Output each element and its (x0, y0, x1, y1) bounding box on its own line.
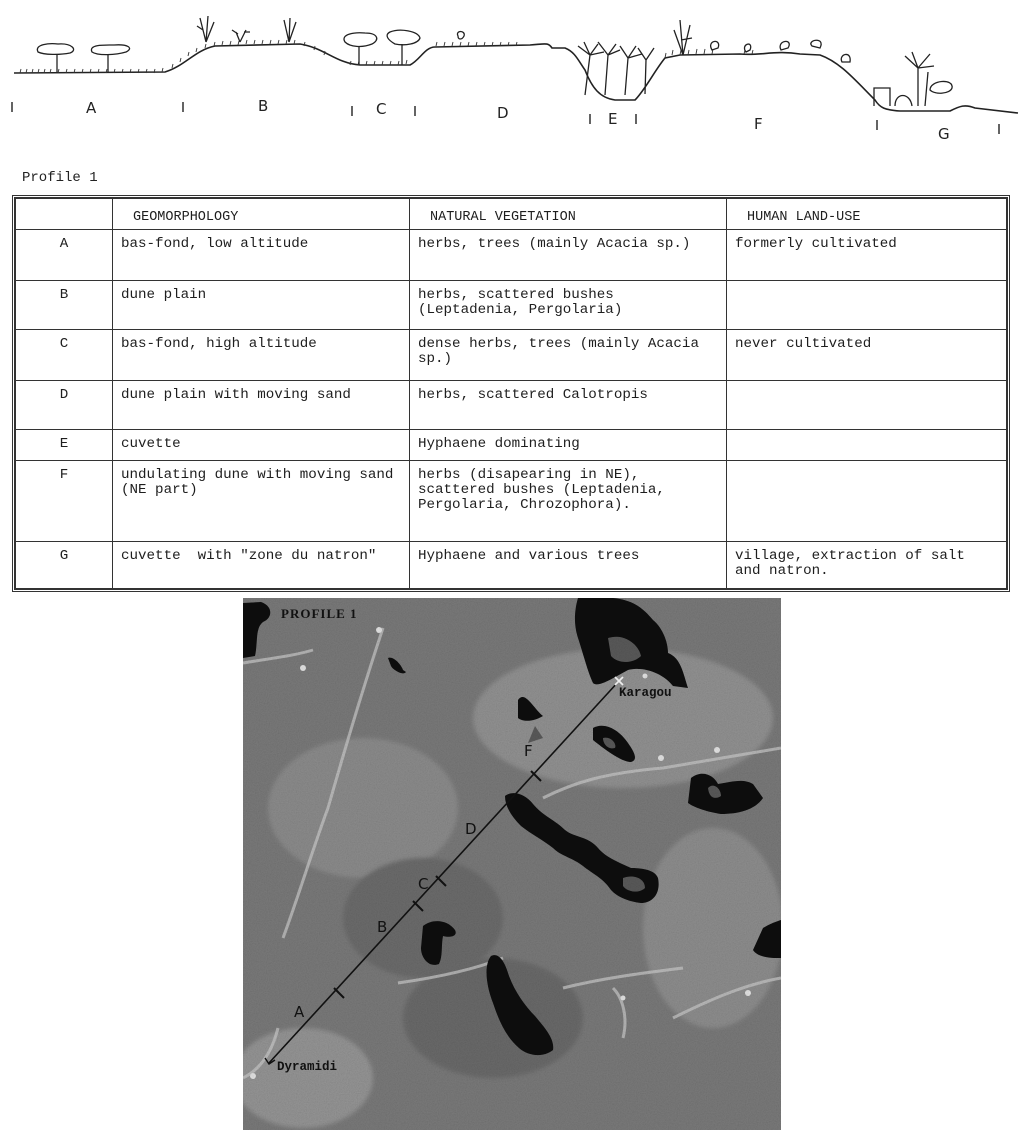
sketch-label-a: A (86, 99, 97, 117)
cell-geomorphology: cuvette (113, 430, 410, 461)
sketch-label-g: G (938, 125, 950, 143)
table-row (16, 430, 1007, 461)
header-geomorphology: GEOMORPHOLOGY (113, 199, 410, 230)
cell-vegetation: herbs, scattered Calotropis (410, 381, 727, 430)
cell-land-use (727, 281, 1007, 330)
sketch-label-e: E (608, 110, 618, 128)
cell-land-use: formerly cultivated (727, 230, 1007, 281)
header-vegetation: NATURAL VEGETATION (410, 199, 727, 230)
table-row (16, 542, 1007, 589)
map-segment-label-f: F (524, 742, 533, 760)
sketch-label-c: C (376, 100, 387, 118)
header-land-use: HUMAN LAND-USE (727, 199, 1007, 230)
sketch-label-f: F (754, 115, 763, 133)
cell-geomorphology: dune plain with moving sand (113, 381, 410, 430)
cell-land-use (727, 430, 1007, 461)
place-label-dyramidi: Dyramidi (277, 1060, 338, 1074)
cell-vegetation: Hyphaene dominating (410, 430, 727, 461)
cell-zone: B (16, 281, 113, 330)
profile-caption: Profile 1 (22, 170, 98, 186)
table-row (16, 230, 1007, 281)
sketch-label-d: D (497, 104, 509, 122)
satellite-map-drawing (243, 598, 781, 1130)
map-segment-label-a: A (294, 1003, 305, 1021)
profile-sketch (0, 0, 1024, 160)
cell-land-use: village, extraction of salt and natron. (727, 542, 1007, 589)
cell-geomorphology: undulating dune with moving sand (NE part) (113, 461, 410, 542)
cell-zone: D (16, 381, 113, 430)
table-row (16, 381, 1007, 430)
table-row (16, 330, 1007, 381)
cell-zone: C (16, 330, 113, 381)
cell-vegetation: herbs, scattered bushes (Leptadenia, Pergolaria) (410, 281, 727, 330)
place-label-karagou: Karagou (619, 686, 672, 700)
cell-zone: G (16, 542, 113, 589)
table-header-row (16, 199, 1007, 230)
cell-geomorphology: dune plain (113, 281, 410, 330)
table-row (16, 281, 1007, 330)
cell-land-use: never cultivated (727, 330, 1007, 381)
cell-geomorphology: bas-fond, low altitude (113, 230, 410, 281)
table-row (16, 461, 1007, 542)
cell-vegetation: Hyphaene and various trees (410, 542, 727, 589)
cell-zone: E (16, 430, 113, 461)
satellite-image (243, 598, 781, 1130)
profile-table (12, 195, 1010, 592)
cell-vegetation: dense herbs, trees (mainly Acacia sp.) (410, 330, 727, 381)
cell-vegetation: herbs (disapearing in NE), scattered bushes (Leptadenia, Pergolaria, Chrozophora). (410, 461, 727, 542)
cell-vegetation: herbs, trees (mainly Acacia sp.) (410, 230, 727, 281)
cell-zone: A (16, 230, 113, 281)
cell-geomorphology: bas-fond, high altitude (113, 330, 410, 381)
cell-land-use (727, 381, 1007, 430)
map-segment-label-b: B (377, 918, 388, 936)
satellite-title: PROFILE 1 (281, 606, 358, 621)
header-zone (16, 199, 113, 230)
cell-geomorphology: cuvette with "zone du natron" (113, 542, 410, 589)
cell-land-use (727, 461, 1007, 542)
sketch-label-b: B (258, 97, 269, 115)
map-segment-label-c: C (418, 875, 429, 893)
terrain-profile-drawing (0, 0, 1024, 160)
cell-zone: F (16, 461, 113, 542)
map-segment-label-d: D (465, 820, 477, 838)
